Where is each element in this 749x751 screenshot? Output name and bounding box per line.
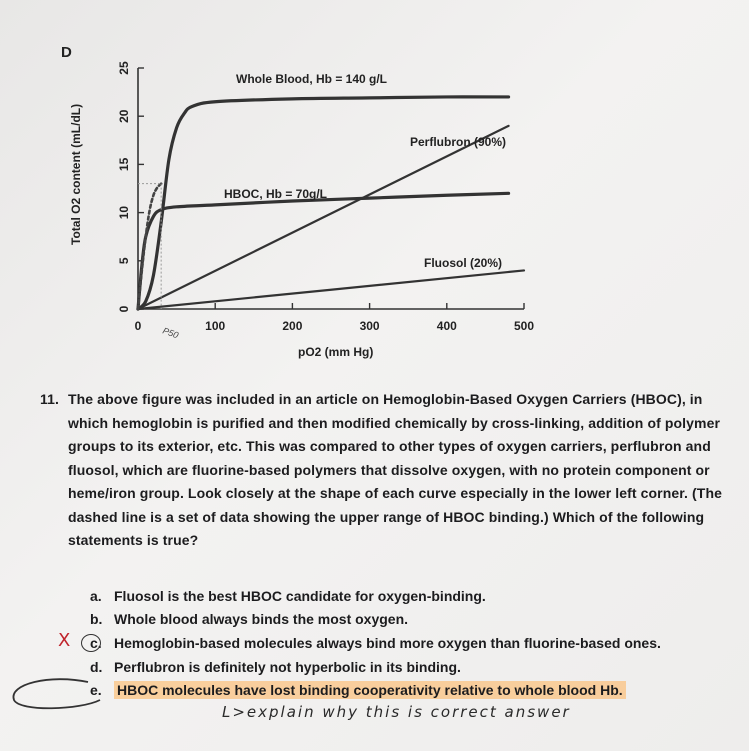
x-axis-label: pO2 (mm Hg) bbox=[298, 345, 374, 359]
option-a[interactable] bbox=[90, 588, 486, 604]
perflubron-line bbox=[138, 126, 509, 309]
option-letter: a. bbox=[90, 588, 102, 604]
x-tick-label: 400 bbox=[436, 319, 457, 333]
option-text: Whole blood always binds the most oxygen. bbox=[114, 611, 409, 627]
option-c[interactable] bbox=[90, 635, 661, 651]
y-tick-label: 10 bbox=[117, 205, 131, 220]
y-axis-label: Total O2 content (mL/dL) bbox=[69, 103, 83, 245]
circled-option-c bbox=[81, 634, 101, 652]
x-tick-label: 300 bbox=[359, 319, 380, 333]
handwritten-swoosh bbox=[0, 660, 200, 720]
y-tick-label: 5 bbox=[117, 257, 131, 265]
wrong-mark: X bbox=[58, 630, 71, 651]
option-text: Perflubron is definitely not hyperbolic in its binding. bbox=[114, 659, 461, 675]
option-text: Fluosol is the best HBOC candidate for oxygen-binding. bbox=[114, 588, 486, 604]
handwritten-note: L>explain why this is correct answer bbox=[222, 703, 571, 721]
y-tick-label: 0 bbox=[117, 305, 131, 313]
x-tick-label: 100 bbox=[205, 319, 226, 333]
option-letter: b. bbox=[90, 611, 103, 627]
y-tick-label: 20 bbox=[117, 109, 131, 123]
whole-blood-label: Whole Blood, Hb = 140 g/L bbox=[236, 72, 388, 86]
question-text: The above figure was included in an article on Hemoglobin-Based Oxygen Carriers (HBOC), in which hemoglobin is purified and then modified chemically by cross-linking, addition of polymer groups to its exterior, etc. This was compared to other types of oxygen carriers, perflubron and fluosol, which are fluorine-based polymers that dissolve oxygen, with no protein component or heme/iron group. Look closely at the shape of each curve especially in the lower left corner. (The dashed line is a set of data showing the upper range of HBOC binding.) Which of the following statements is true? bbox=[68, 391, 722, 548]
option-b[interactable] bbox=[90, 611, 408, 627]
x-tick-label: 500 bbox=[513, 319, 535, 333]
option-letter: c. bbox=[90, 635, 102, 651]
option-text: Hemoglobin-based molecules always bind more oxygen than fluorine-based ones. bbox=[114, 635, 661, 651]
y-tick-label: 25 bbox=[117, 61, 131, 75]
series-group bbox=[138, 97, 524, 309]
perflubron-label: Perflubron (90%) bbox=[410, 135, 507, 149]
p50-label: P50 bbox=[161, 325, 180, 341]
x-tick-label: 200 bbox=[282, 319, 303, 333]
fluosol-line bbox=[138, 270, 524, 309]
option-letter: e. bbox=[90, 682, 102, 698]
panel-label: D bbox=[61, 44, 72, 61]
hboc-label: HBOC, Hb = 70g/L bbox=[224, 187, 328, 201]
question-number: 11. bbox=[40, 391, 59, 407]
y-tick-label: 15 bbox=[117, 157, 131, 172]
option-letter: d. bbox=[90, 659, 103, 675]
x-tick-label: 0 bbox=[134, 319, 142, 333]
highlighted-answer: HBOC molecules have lost binding cooperativity relative to whole blood Hb. bbox=[114, 681, 626, 699]
hboc-curve bbox=[138, 193, 509, 309]
swoosh-stroke bbox=[13, 679, 100, 708]
question-block bbox=[40, 388, 730, 553]
fluosol-label: Fluosol (20%) bbox=[424, 256, 503, 270]
